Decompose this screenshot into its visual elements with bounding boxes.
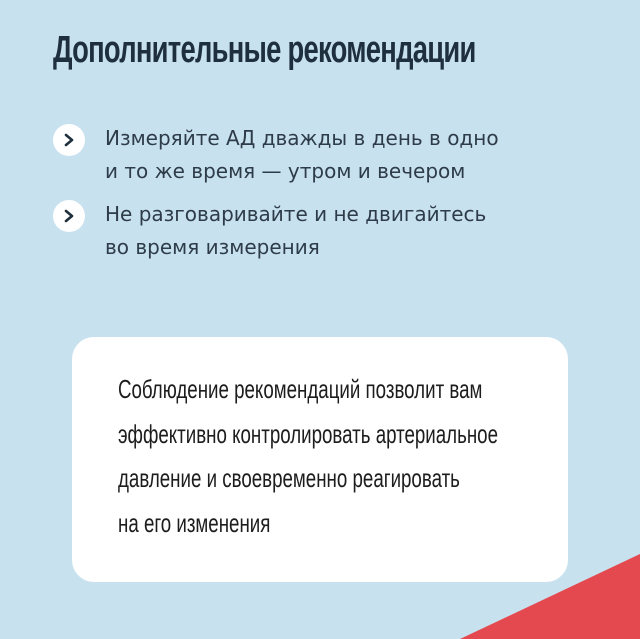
summary-line: на его изменения	[118, 507, 271, 538]
corner-decoration	[460, 554, 640, 639]
summary-line: эффективно контролировать артериальное	[118, 418, 499, 449]
chevron-right-icon	[53, 200, 85, 232]
page-title: Дополнительные рекомендации	[53, 29, 476, 71]
summary-card	[72, 337, 568, 582]
list-item-line: Измеряйте АД дважды в день в одно	[105, 126, 499, 150]
summary-text	[118, 367, 498, 545]
list-item-line: во время измерения	[105, 235, 320, 259]
list-item-line: и то же время — утром и вечером	[105, 159, 466, 183]
summary-line: давление и своевременно реагировать	[118, 463, 460, 493]
chevron-right-icon	[53, 124, 85, 156]
list-item-text	[105, 198, 545, 264]
list-item-text	[105, 122, 545, 188]
list-item-line: Не разговаривайте и не двигайтесь	[105, 202, 487, 226]
summary-line: Соблюдение рекомендаций позволит вам	[118, 374, 483, 404]
